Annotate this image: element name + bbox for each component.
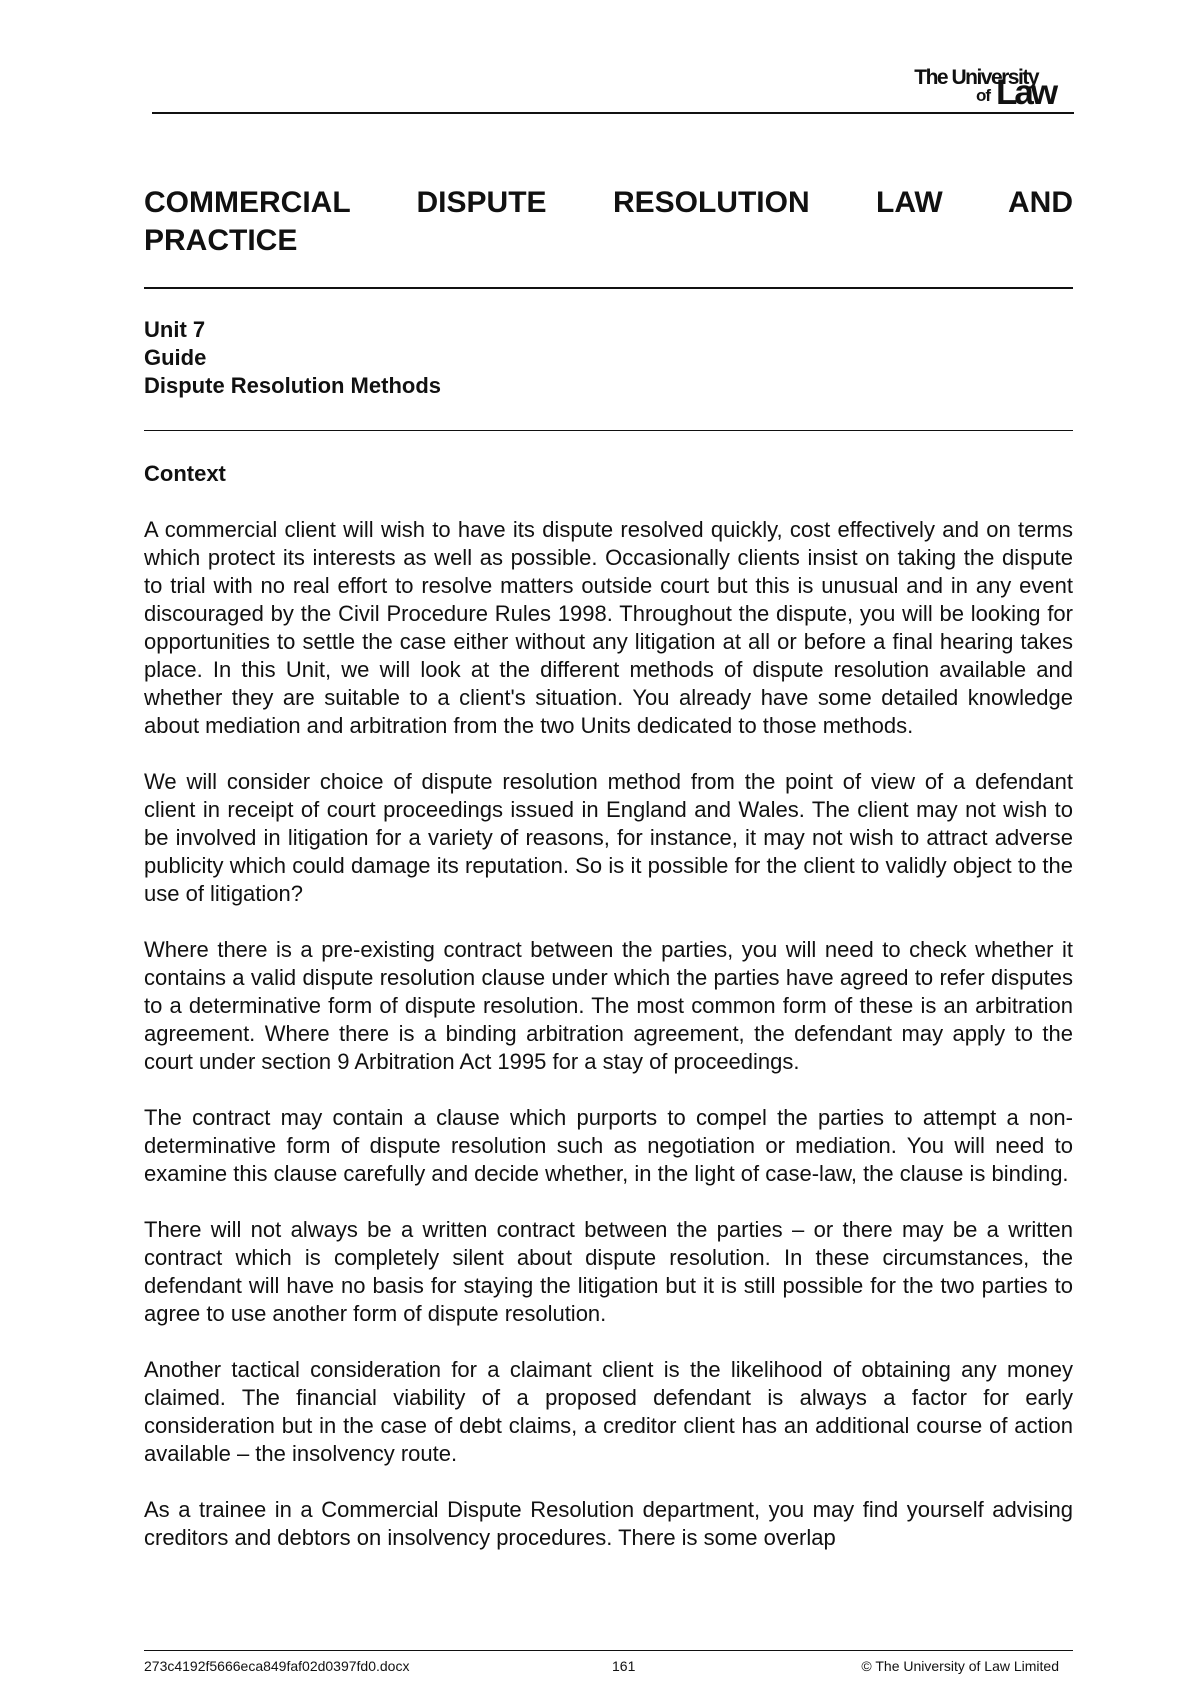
paragraph: A commercial client will wish to have its dispute resolved quickly, cost effectively and on terms which protect its interests as well as possible. Occasionally clients insist on taking the dispute to trial with no real effort to resolve matters outside court but this is unusual and in any event discouraged by the Civil Procedure Rules 1998. Throughout the dispute, you will be looking for opportunities to settle the case either without any litigation at all or before a final hearing takes place. In this Unit, we will look at the different methods of dispute resolution available and whether they are suitable to a client's situation. You already have some detailed knowledge about mediation and arbitration from the two Units dedicated to those methods. — [144, 517, 1073, 738]
header-rule — [152, 112, 1074, 114]
paragraph: Where there is a pre-existing contract between the parties, you will need to check whether it contains a valid dispute resolution clause under which the parties have agreed to refer disputes to a determinative form of dispute resolution. The most common form of these is an arbitration agreement. Where there is a binding arbitration agreement, the defendant may apply to the court under section 9 Arbitration Act 1995 for a stay of proceedings. — [144, 937, 1073, 1074]
footer-page-number: 161 — [612, 1658, 636, 1674]
unit-subject: Dispute Resolution Methods — [144, 373, 441, 398]
footer-copyright: © The University of Law Limited — [861, 1658, 1059, 1674]
unit-guide-label: Guide — [144, 345, 207, 370]
unit-rule — [144, 430, 1073, 431]
footer-rule — [144, 1650, 1073, 1651]
title-rule — [144, 287, 1073, 289]
unit-number: Unit 7 — [144, 317, 206, 342]
logo-text-law: Law — [996, 73, 1056, 112]
paragraph: The contract may contain a clause which purports to compel the parties to attempt a non-determinative form of dispute resolution such as negotiation or mediation. You will need to examine this clause carefully and decide whether, in the light of case-law, the clause is binding. — [144, 1105, 1073, 1186]
footer-filename: 273c4192f5666eca849faf02d0397fd0.docx — [144, 1658, 410, 1674]
document-title — [144, 184, 1073, 260]
title-line-2: PRACTICE — [144, 224, 298, 257]
university-logo — [862, 66, 1072, 112]
paragraph: We will consider choice of dispute resolution method from the point of view of a defendant client in receipt of court proceedings issued in England and Wales. The client may not wish to be involved in litigation for a variety of reasons, for instance, it may not wish to attract adverse publicity which could damage its reputation. So is it possible for the client to validly object to the use of litigation? — [144, 769, 1073, 906]
unit-info — [144, 316, 1073, 400]
logo-text-university: The University — [914, 66, 1038, 89]
logo-text-of: of — [976, 86, 991, 105]
paragraph: There will not always be a written contract between the parties – or there may be a written contract which is completely silent about dispute resolution. In these circumstances, the defendant will have no basis for staying the litigation but it is still possible for the two parties to agree to use another form of dispute resolution. — [144, 1217, 1073, 1326]
paragraph: As a trainee in a Commercial Dispute Resolution department, you may find yourself advising creditors and debtors on insolvency procedures. There is some overlap — [144, 1497, 1073, 1550]
paragraph: Another tactical consideration for a claimant client is the likelihood of obtaining any money claimed. The financial viability of a proposed defendant is always a factor for early consideration but in the case of debt claims, a creditor client has an additional course of action available – the insolvency route. — [144, 1357, 1073, 1466]
title-line-1: COMMERCIAL DISPUTE RESOLUTION LAW AND — [144, 186, 1073, 219]
body-text — [144, 516, 1073, 1552]
section-heading: Context — [144, 461, 226, 486]
